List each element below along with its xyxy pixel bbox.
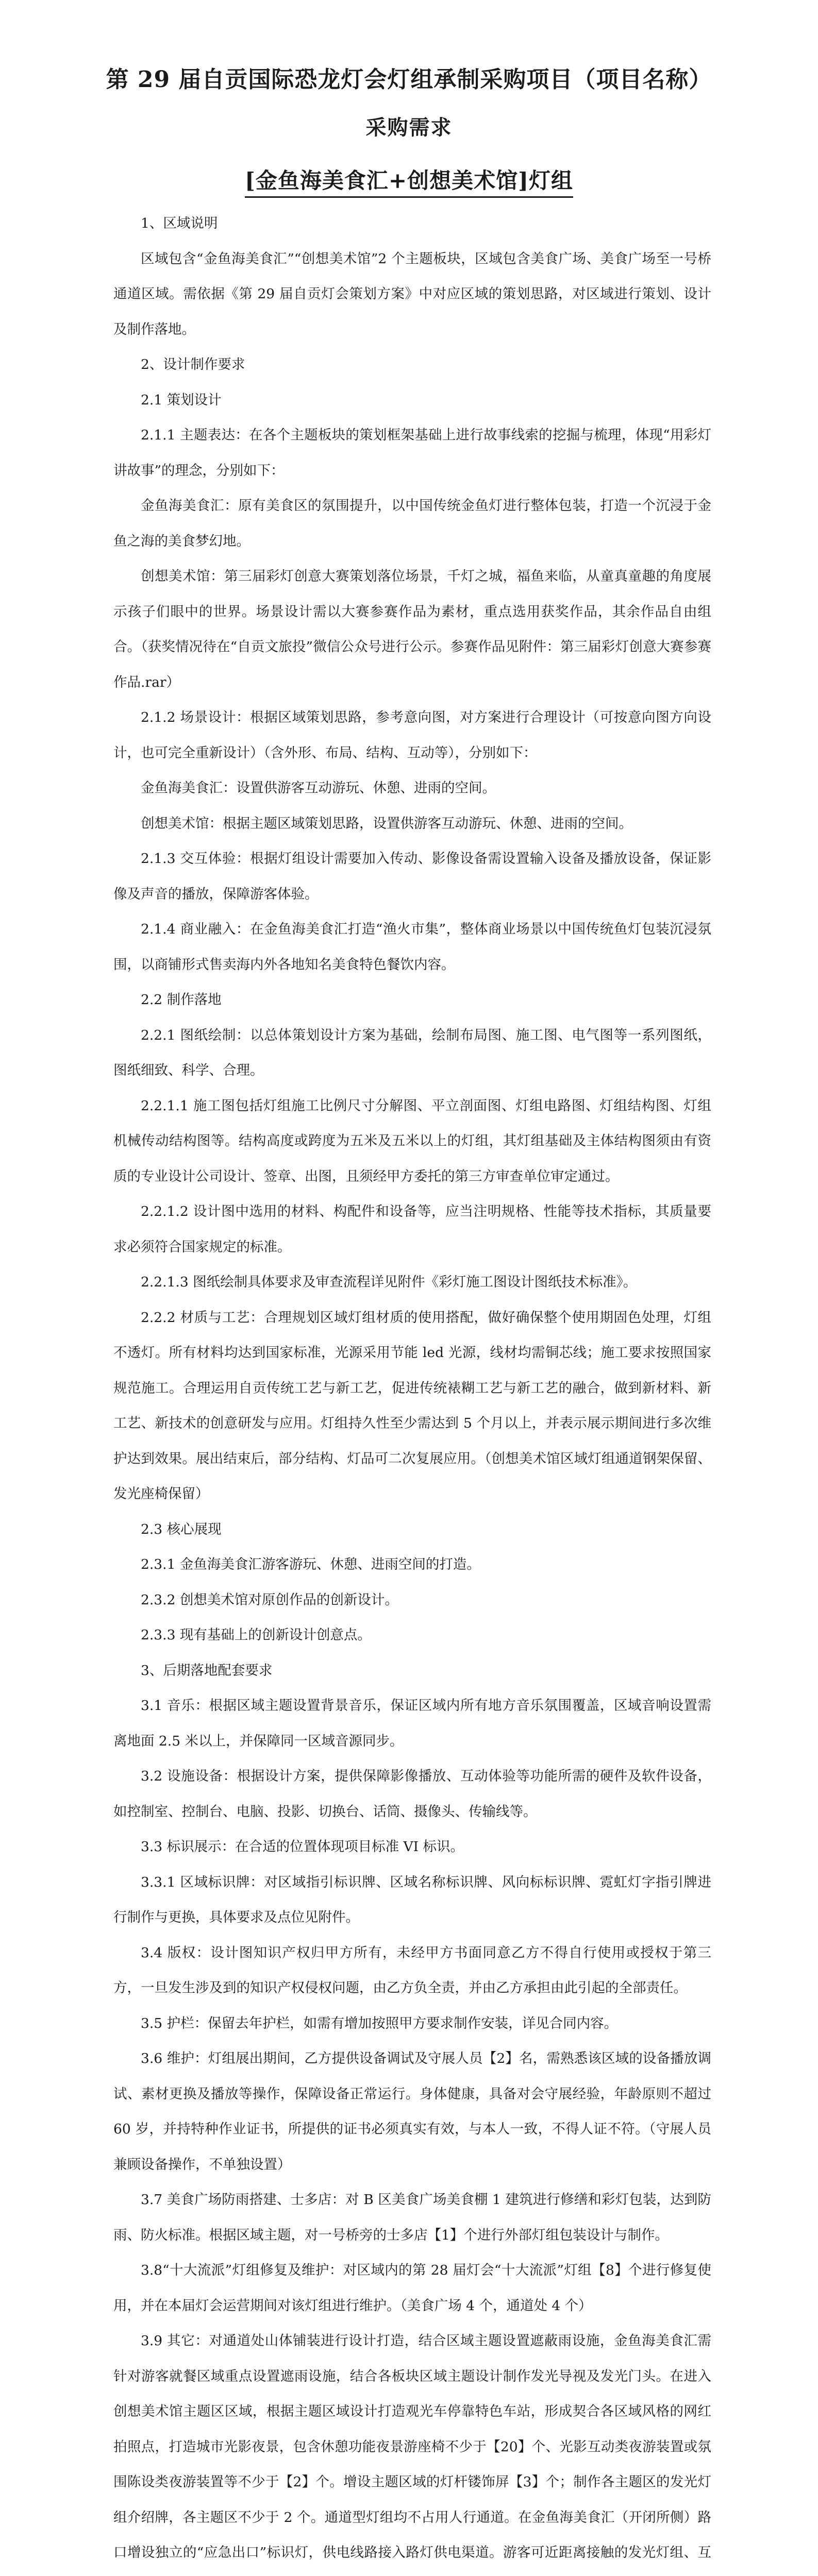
paragraph: 2.1.1 主题表达：在各个主题板块的策划框架基础上进行故事线索的挖掘与梳理，体现“用彩灯讲故事”的理念，分别如下： [113,427,711,479]
paragraph: 2.2.1.1 施工图包括灯组施工比例尺寸分解图、平立剖面图、灯组电路图、灯组结构图、灯组机械传动结构图等。结构高度或跨度为五米及五米以上的灯组，其灯组基础及主体结构图须由有资质的专业设计公司设计、签章、出图，且须经甲方委托的第三方审查单位审定通过。 [113,1097,711,1184]
paragraph: 2.2.1 图纸绘制：以总体策划设计方案为基础，绘制布局图、施工图、电气图等一系列图纸，图纸细致、科学、合理。 [113,1027,711,1078]
paragraph: 1、区域说明 [141,215,218,231]
paragraph: 2.2 制作落地 [141,992,222,1008]
section-heading [0,164,818,195]
paragraph: 3.3.1 区域标识牌：对区域指引标识牌、区域名称标识牌、风向标标识牌、霓虹灯字指引牌进行制作与更换，具体要求及点位见附件。 [113,1874,711,1925]
paragraph: 2.3 核心展现 [141,1521,222,1537]
paragraph: 3.5 护栏：保留去年护栏，如需有增加按照甲方要求制作安装，详见合同内容。 [141,2015,618,2031]
paragraph: 2.1.3 交互体验：根据灯组设计需要加入传动、影像设备需设置输入设备及播放设备，保证影像及声音的播放，保障游客体验。 [113,851,711,902]
paragraph: 3.7 美食广场防雨搭建、士多店：对 B 区美食广场美食棚 1 建筑进行修缮和彩灯包装，达到防雨、防火标准。根据区域主题，对一号桥旁的士多店【1】个进行外部灯组包装设计与制作。 [113,2192,711,2243]
paragraph: 2.1.2 场景设计：根据区域策划思路，参考意向图，对方案进行合理设计（可按意向图方向设计，也可完全重新设计）（含外形、布局、结构、互动等），分别如下： [113,709,711,761]
paragraph: 创想美术馆：第三届彩灯创意大赛策划落位场景，千灯之城，福鱼来临，从童真童趣的角度展示孩子们眼中的世界。场景设计需以大赛参赛作品为素材，重点选用获奖作品，其余作品自由组合。（获奖情况待在“自贡文旅投”微信公众号进行公示。参赛作品见附件：第三届彩灯创意大赛参赛作品.rar） [113,568,711,690]
paragraph: 2.1 策划设计 [141,392,222,408]
paragraph: 2.1.4 商业融入：在金鱼海美食汇打造“渔火市集”，整体商业场景以中国传统鱼灯包装沉浸氛围，以商铺形式售卖海内外各地知名美食特色餐饮内容。 [113,921,711,973]
paragraph: 2.2.2 材质与工艺：合理规划区域灯组材质的使用搭配，做好确保整个使用期固色处理，灯组不透灯。所有材料均达到国家标准，光源采用节能 led 光源，线材均需铜芯线；施工要求按照国家规范施工。合理运用自贡传统工艺与新工艺，促进传统裱糊工艺与新工艺的融合，做到新材料、新工艺、新技术的创意研发与应用。灯组持久性至少需达到 5 个月以上，并表示展示期间进行多次维护达到效果。展出结束后，部分结构、灯品可二次复展应用。（创想美术馆区域灯组通道钢架保留、发光座椅保留） [113,1309,711,1502]
paragraph: 3.2 设施设备：根据设计方案，提供保障影像播放、互动体验等功能所需的硬件及软件设备，如控制室、控制台、电脑、投影、切换台、话筒、摄像头、传输线等。 [113,1768,711,1820]
paragraph: 2、设计制作要求 [141,357,245,372]
document-title: 第 29 届自贡国际恐龙灯会灯组承制采购项目（项目名称） [106,66,712,93]
paragraph: 3.6 维护：灯组展出期间，乙方提供设备调试及守展人员【2】名，需熟悉该区域的设备播放调试、素材更换及播放等操作，保障设备正常运行。身体健康，具备对会守展经验，年龄原则不超过 60 岁，并持特种作业证书，所提供的证书必须真实有效，与本人一致，不得人证不符。（守展人员兼顾设备操作，不单独设置） [113,2050,711,2173]
paragraph: 2.3.1 金鱼海美食汇游客游玩、休憩、进雨空间的打造。 [141,1556,480,1572]
paragraph: 创想美术馆：根据主题区域策划思路，设置供游客互动游玩、休憩、进雨的空间。 [141,815,632,832]
section-heading-text: [金鱼海美食汇+创想美术馆]灯组 [245,168,573,198]
paragraph: 2.3.3 现有基础上的创新设计创意点。 [141,1627,371,1643]
paragraph: 3、后期落地配套要求 [141,1662,273,1679]
document-subtitle: 采购需求 [365,115,453,140]
paragraph: 3.3 标识展示：在合适的位置体现项目标准 VI 标识。 [141,1839,464,1855]
paragraph: 2.2.1.2 设计图中选用的材料、构配件和设备等，应当注明规格、性能等技术指标，其质量要求必须符合国家规定的标准。 [113,1204,711,1255]
paragraph: 2.3.2 创想美术馆对原创作品的创新设计。 [141,1591,398,1608]
paragraph: 3.1 音乐：根据区域主题设置背景音乐，保证区域内所有地方音乐氛围覆盖，区域音响设置需离地面 2.5 米以上，并保障同一区域音源同步。 [113,1698,711,1749]
paragraph: 金鱼海美食汇：设置供游客互动游玩、休憩、进雨的空间。 [141,780,496,796]
paragraph: 区域包含“金鱼海美食汇”“创想美术馆”2 个主题板块，区域包含美食广场、美食广场至一号桥通道区域。需依据《第 29 届自贡灯会策划方案》中对应区域的策划思路，对区域进行策划、设计及制作落地。 [113,250,711,337]
paragraph: 3.9 其它：对通道处山体铺装进行设计打造，结合区域主题设置遮蔽雨设施，金鱼海美食汇需针对游客就餐区域重点设置遮雨设施，结合各板块区域主题设计制作发光导视及发光门头。在进入创想美术馆主题区区域，根据主题区域设计打造观光车停靠特色车站，形成契合各区域风格的网红拍照点，打造城市光影夜景，包含休憩功能夜景游座椅不少于【20】个、光影互动类夜游装置或氛围陈设类夜游装置等不少于【2】个。增设主题区域的灯杆镂饰屏【3】个；制作各主题区的发光灯组介绍牌，各主题区不少于 2 个。通道型灯组均不占用人行通道。在金鱼海美食汇（开闭所侧）路口增设独立的“应急出口”标识灯，供电线路接入路灯供电渠道。游客可近距离接触的发光灯组、互 [113,2333,711,2561]
paragraph: 金鱼海美食汇：原有美食区的氛围提升，以中国传统金鱼灯进行整体包装，打造一个沉浸于金鱼之海的美食梦幻地。 [113,498,711,549]
paragraph: 2.2.1.3 图纸绘制具体要求及审查流程详见附件《彩灯施工图设计图纸技术标准》。 [141,1274,637,1290]
paragraph: 3.4 版权：设计图知识产权归甲方所有，未经甲方书面同意乙方不得自行使用或授权于第三方，一旦发生涉及到的知识产权侵权问题，由乙方负全责，并由乙方承担由此引起的全部责任。 [113,1944,711,1996]
document-body [113,206,711,2576]
paragraph: 3.8“十大流派”灯组修复及维护：对区域内的第 28 届灯会“十大流派”灯组【8】个进行修复使用，并在本届灯会运营期间对该灯组进行维护。（美食广场 4 个，通道处 4 个） [113,2262,711,2314]
